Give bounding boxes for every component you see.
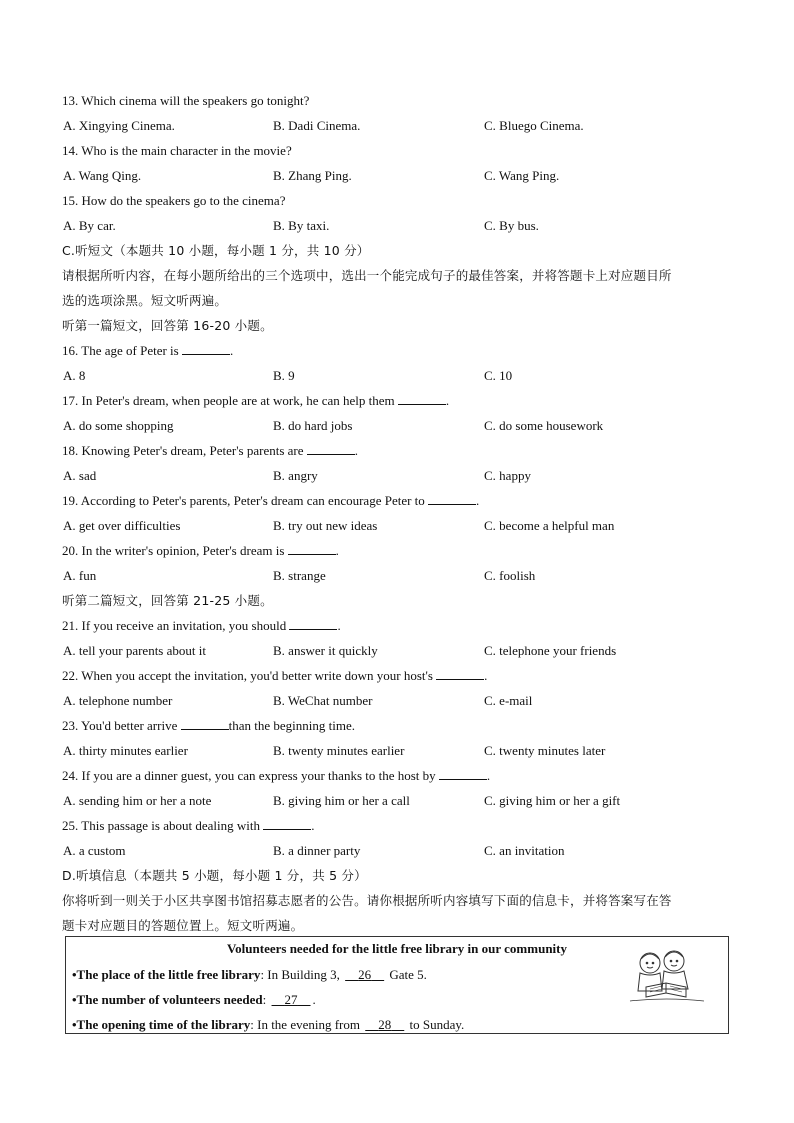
question-13: [62, 88, 732, 113]
question-19: [62, 488, 732, 513]
question-stem: 18. Knowing Peter's dream, Peter's parents are: [62, 443, 304, 458]
options-21: [62, 638, 732, 663]
card-row-opening-time: [72, 1017, 464, 1033]
question-21: [62, 613, 732, 638]
answer-blank-28[interactable]: [363, 1017, 406, 1033]
option-a[interactable]: A. thirty minutes earlier: [63, 743, 188, 758]
section-c-instruction-2: 选的选项涂黑。短文听两遍。: [62, 293, 228, 308]
option-b[interactable]: B. twenty minutes earlier: [273, 743, 405, 758]
card-row-text: :: [262, 992, 267, 1007]
question-16: [62, 338, 732, 363]
options-20: [62, 563, 732, 588]
question-tail: .: [486, 768, 491, 783]
card-row-tail: Gate 5.: [389, 967, 427, 982]
question-stem: 15. How do the speakers go to the cinema?: [62, 193, 286, 208]
option-a[interactable]: A. get over difficulties: [63, 518, 181, 533]
card-row-tail: to Sunday.: [409, 1017, 465, 1032]
options-14: [62, 163, 732, 188]
card-row-label: •The place of the little free library: [72, 967, 261, 982]
option-c[interactable]: C. 10: [484, 368, 513, 383]
option-a[interactable]: A. sad: [63, 468, 97, 483]
answer-blank[interactable]: [289, 617, 337, 630]
question-stem: 16. The age of Peter is: [62, 343, 179, 358]
passage-1-heading: 听第一篇短文，回答第 16-20 小题。: [62, 318, 273, 333]
card-row-place: [72, 967, 427, 983]
section-c-heading: C.听短文（本题共 10 小题，每小题 1 分，共 10 分）: [62, 243, 370, 258]
option-a[interactable]: A. do some shopping: [63, 418, 174, 433]
option-b[interactable]: B. By taxi.: [273, 218, 330, 233]
options-16: [62, 363, 732, 388]
question-stem: 25. This passage is about dealing with: [62, 818, 260, 833]
option-c[interactable]: C. foolish: [484, 568, 536, 583]
passage-2-heading: 听第二篇短文，回答第 21-25 小题。: [62, 593, 273, 608]
blank-number: 28: [378, 1017, 392, 1032]
option-b[interactable]: B. a dinner party: [273, 843, 361, 858]
question-stem: 21. If you receive an invitation, you should: [62, 618, 287, 633]
option-b[interactable]: B. WeChat number: [273, 693, 373, 708]
option-c[interactable]: C. an invitation: [484, 843, 565, 858]
options-17: [62, 413, 732, 438]
answer-blank[interactable]: [307, 442, 355, 455]
answer-blank[interactable]: [288, 542, 336, 555]
blank-number: 27: [284, 992, 298, 1007]
question-stem: 19. According to Peter's parents, Peter's dream can encourage Peter to: [62, 493, 425, 508]
options-22: [62, 688, 732, 713]
info-card: [65, 936, 729, 1034]
card-row-tail: .: [312, 992, 316, 1007]
option-b[interactable]: B. giving him or her a call: [273, 793, 410, 808]
card-row-label: •The number of volunteers needed: [72, 992, 263, 1007]
question-tail: .: [354, 443, 359, 458]
question-tail: .: [311, 818, 315, 833]
card-row-label: •The opening time of the library: [72, 1017, 251, 1032]
question-tail: .: [445, 393, 450, 408]
option-b[interactable]: B. try out new ideas: [273, 518, 378, 533]
options-13: [62, 113, 732, 138]
question-25: [62, 813, 732, 838]
answer-blank[interactable]: [439, 767, 487, 780]
question-stem: 17. In Peter's dream, when people are at work, he can help them: [62, 393, 395, 408]
question-stem: 13. Which cinema will the speakers go tonight?: [62, 93, 310, 108]
option-a[interactable]: A. tell your parents about it: [63, 643, 206, 658]
option-c[interactable]: C. telephone your friends: [484, 643, 617, 658]
question-stem: 22. When you accept the invitation, you'd better write down your host's: [62, 668, 433, 683]
options-18: [62, 463, 732, 488]
option-a[interactable]: A. Xingying Cinema.: [63, 118, 175, 133]
answer-blank-26[interactable]: [343, 967, 386, 983]
option-c[interactable]: C. twenty minutes later: [484, 743, 606, 758]
answer-blank[interactable]: [398, 392, 446, 405]
answer-blank[interactable]: [182, 342, 230, 355]
question-tail: .: [476, 493, 480, 508]
exam-page: [62, 88, 732, 938]
children-reading-illustration: [624, 943, 708, 1005]
question-18: [62, 438, 732, 463]
question-stem: 14. Who is the main character in the movie?: [62, 143, 292, 158]
options-24: [62, 788, 732, 813]
blank-number: 26: [358, 967, 372, 982]
option-c[interactable]: C. happy: [484, 468, 531, 483]
option-a[interactable]: A. telephone number: [63, 693, 173, 708]
section-d-instruction-2: 题卡对应题目的答题位置上。短文听两遍。: [62, 918, 304, 933]
option-a[interactable]: A. By car.: [63, 218, 116, 233]
answer-blank[interactable]: [428, 492, 476, 505]
question-tail: .: [229, 343, 234, 358]
option-c[interactable]: C. Bluego Cinema.: [484, 118, 584, 133]
option-a[interactable]: A. 8: [63, 368, 86, 383]
answer-blank[interactable]: [181, 717, 229, 730]
option-c[interactable]: C. e-mail: [484, 693, 533, 708]
option-b[interactable]: B. answer it quickly: [273, 643, 378, 658]
options-15: [62, 213, 732, 238]
card-title: Volunteers needed for the little free library in our community: [226, 941, 567, 956]
option-b[interactable]: B. do hard jobs: [273, 418, 353, 433]
section-c-instruction-1: 请根据所听内容，在每小题所给出的三个选项中，选出一个能完成句子的最佳答案，并将答题卡上对应题目所: [62, 268, 672, 283]
question-15: [62, 188, 732, 213]
option-b[interactable]: B. Zhang Ping.: [273, 168, 352, 183]
option-c[interactable]: C. By bus.: [484, 218, 539, 233]
option-a[interactable]: A. sending him or her a note: [63, 793, 212, 808]
answer-blank-27[interactable]: [270, 992, 313, 1008]
option-a[interactable]: A. a custom: [63, 843, 126, 858]
option-a[interactable]: A. Wang Qing.: [63, 168, 142, 183]
question-tail: than the beginning time.: [228, 718, 355, 733]
option-c[interactable]: C. Wang Ping.: [484, 168, 560, 183]
question-17: [62, 388, 732, 413]
option-a[interactable]: A. fun: [63, 568, 97, 583]
question-22: [62, 663, 732, 688]
option-c[interactable]: C. become a helpful man: [484, 518, 615, 533]
options-19: [62, 513, 732, 538]
question-tail: .: [484, 668, 488, 683]
question-tail: .: [335, 543, 339, 558]
question-14: [62, 138, 732, 163]
card-row-volunteers: [72, 992, 316, 1008]
question-tail: .: [337, 618, 341, 633]
option-b[interactable]: B. angry: [273, 468, 318, 483]
options-25: [62, 838, 732, 863]
card-row-text: : In the evening from: [250, 1017, 360, 1032]
question-24: [62, 763, 732, 788]
option-b[interactable]: B. 9: [273, 368, 295, 383]
question-stem: 24. If you are a dinner guest, you can express your thanks to the host by: [62, 768, 436, 783]
question-stem: 20. In the writer's opinion, Peter's dream is: [62, 543, 285, 558]
option-c[interactable]: C. do some housework: [484, 418, 604, 433]
question-23: [62, 713, 732, 738]
card-row-text: : In Building 3,: [260, 967, 340, 982]
section-d-heading: D.听填信息（本题共 5 小题，每小题 1 分，共 5 分）: [62, 868, 367, 883]
option-b[interactable]: B. Dadi Cinema.: [273, 118, 361, 133]
option-c[interactable]: C. giving him or her a gift: [484, 793, 621, 808]
answer-blank[interactable]: [436, 667, 484, 680]
options-23: [62, 738, 732, 763]
section-d-instruction-1: 你将听到一则关于小区共享图书馆招募志愿者的公告。请你根据所听内容填写下面的信息卡，并将答案写在答: [62, 893, 672, 908]
question-20: [62, 538, 732, 563]
answer-blank[interactable]: [263, 817, 311, 830]
question-stem: 23. You'd better arrive: [62, 718, 178, 733]
option-b[interactable]: B. strange: [273, 568, 326, 583]
